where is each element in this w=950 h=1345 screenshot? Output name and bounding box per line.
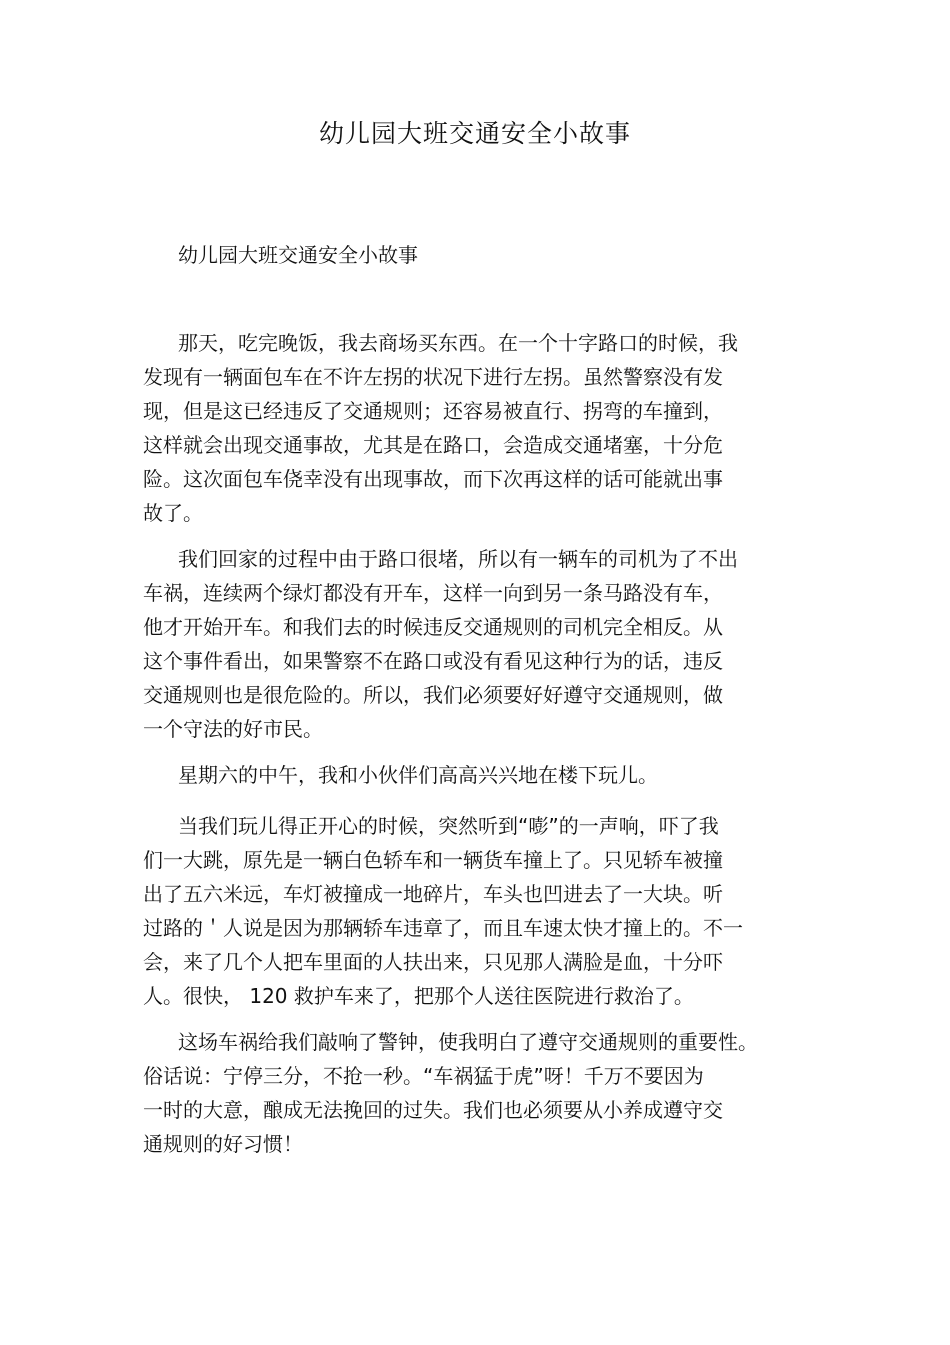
- paragraph-line: 险。这次面包车侥幸没有出现事故，而下次再这样的话可能就出事: [143, 467, 723, 491]
- paragraph-line: 交通规则也是很危险的。所以，我们必须要好好遵守交通规则，做: [143, 683, 723, 707]
- paragraph-line: 星期六的中午，我和小伙伴们高高兴兴地在楼下玩儿。: [178, 763, 658, 787]
- paragraph-line: 他才开始开车。和我们去的时候违反交通规则的司机完全相反。从: [143, 615, 723, 639]
- paragraph-3: [143, 758, 658, 792]
- paragraph-line: 我们回家的过程中由于路口很堵，所以有一辆车的司机为了不出: [178, 547, 738, 571]
- paragraph-line: 车祸，连续两个绿灯都没有开车，这样一向到另一条马路没有车，: [143, 581, 723, 605]
- paragraph-1: [143, 326, 738, 530]
- paragraph-line: 这个事件看出，如果警察不在路口或没有看见这种行为的话，违反: [143, 649, 723, 673]
- paragraph-line: 当我们玩儿得正开心的时候，突然听到“嘭”的一声响，吓了我: [178, 814, 719, 838]
- paragraph-line: 出了五六米远，车灯被撞成一地碎片，车头也凹进去了一大块。听: [143, 882, 723, 906]
- document-title: 幼儿园大班交通安全小故事: [318, 119, 631, 148]
- paragraph-line: 故了。: [143, 501, 203, 525]
- paragraph-line: 俗话说：宁停三分，不抢一秒。“车祸猛于虎”呀！千万不要因为: [143, 1064, 704, 1088]
- paragraph-line: 们一大跳，原先是一辆白色轿车和一辆货车撞上了。只见轿车被撞: [143, 848, 723, 872]
- paragraph-line: 那天，吃完晚饭，我去商场买东西。在一个十字路口的时候，我: [178, 331, 738, 355]
- paragraph-2: [143, 542, 738, 746]
- paragraph-line: 会，来了几个人把车里面的人扶出来，只见那人满脸是血，十分吓: [143, 950, 723, 974]
- paragraph-line: 现，但是这已经违反了交通规则；还容易被直行、拐弯的车撞到，: [143, 399, 723, 423]
- paragraph-line: 这场车祸给我们敲响了警钟，使我明白了遵守交通规则的重要性。: [178, 1030, 758, 1054]
- paragraph-5: [143, 1025, 758, 1161]
- paragraph-line: 这样就会出现交通事故，尤其是在路口，会造成交通堵塞，十分危: [143, 433, 723, 457]
- paragraph-line: 过路的＇人说是因为那辆轿车违章了，而且车速太快才撞上的。不一: [143, 916, 743, 940]
- paragraph-line: 人。很快， 120 救护车来了，把那个人送往医院进行救治了。: [143, 984, 694, 1008]
- paragraph-4: [143, 809, 743, 1013]
- paragraph-line: 一时的大意，酿成无法挽回的过失。我们也必须要从小养成遵守交: [143, 1098, 723, 1122]
- paragraph-line: 一个守法的好市民。: [143, 717, 323, 741]
- paragraph-line: 通规则的好习惯！: [143, 1132, 303, 1156]
- document-subtitle: 幼儿园大班交通安全小故事: [178, 243, 418, 267]
- paragraph-line: 发现有一辆面包车在不许左拐的状况下进行左拐。虽然警察没有发: [143, 365, 723, 389]
